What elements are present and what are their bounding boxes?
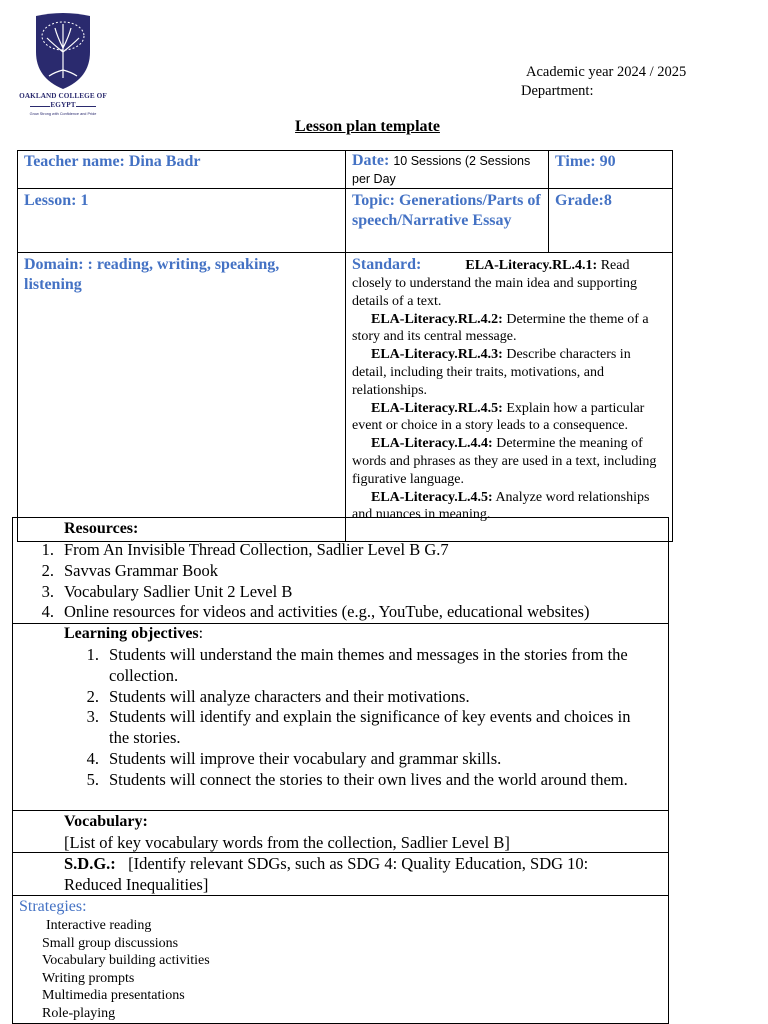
topic-cell: Topic: Generations/Parts of speech/Narrative Essay [352, 192, 541, 229]
standard-item [352, 346, 665, 399]
logo-tagline: Grow Strong with Confidence and Pride [29, 112, 97, 116]
objectives-heading: Learning objectives: [64, 625, 204, 642]
resources-box [12, 517, 669, 624]
list-item: 3. Vocabulary Sadlier Unit 2 Level B [41, 581, 293, 601]
standard-text: Determine the meaning of words and phrases as they are used in a text, including figurative language. [352, 436, 657, 487]
list-item: Role-playing [42, 1005, 116, 1021]
standard-item [352, 255, 665, 311]
standard-label: Standard: [352, 256, 422, 273]
list-item: Vocabulary building activities [42, 953, 210, 969]
standard-code: ELA-Literacy.RL.4.3: [371, 347, 503, 363]
strategies-list [42, 917, 442, 1023]
domain-cell: Domain: : reading, writing, speaking, listening [24, 256, 280, 293]
date-cell [346, 151, 548, 189]
list-item: 1. Students will understand the main themes and messages in the stories from the collection. [86, 645, 628, 685]
list-item: 2. Savvas Grammar Book [41, 560, 218, 580]
strategies-box [12, 895, 669, 1024]
standard-code: ELA-Literacy.RL.4.1: [465, 258, 598, 273]
lesson-cell: Lesson: 1 [24, 192, 89, 209]
objectives-list [86, 645, 649, 791]
logo-name: OAKLAND COLLEGE OF EGYPT [19, 92, 107, 109]
sdg-heading: S.D.G.: [64, 854, 116, 873]
list-item: 4. Online resources for videos and activities (e.g., YouTube, educational websites) [41, 602, 590, 622]
vocabulary-text: [List of key vocabulary words from the collection, Sadlier Level B] [64, 833, 510, 852]
list-item: Small group discussions [42, 935, 179, 951]
logo-rule-left [30, 106, 50, 107]
sdg-content [64, 854, 644, 896]
lesson-info-table [17, 150, 673, 542]
standard-text: Determine the theme of a story and its central message. [352, 311, 649, 345]
list-item: 3. Students will identify and explain the significance of key events and choices in the stories. [86, 707, 631, 748]
standard-code: ELA-Literacy.L.4.4: [371, 436, 493, 452]
standards-cell [346, 254, 673, 524]
list-item: 4. Students will improve their vocabulary and grammar skills. [86, 748, 502, 768]
sdg-box [12, 852, 669, 896]
resources-list [41, 540, 664, 623]
standard-text: Read closely to understand the main idea and supporting details of a text. [352, 258, 637, 309]
grade-cell: Grade:8 [555, 192, 612, 209]
logo-rule-right [76, 106, 96, 107]
standard-text: Explain how a particular event or choice in a story leads to a consequence. [352, 400, 645, 434]
academic-year: Academic year 2024 / 2025 [526, 64, 687, 80]
department-label: Department: [521, 83, 594, 99]
standard-item [352, 435, 665, 488]
sdg-text: [Identify relevant SDGs, such as SDG 4: Quality Education, SDG 10: Reduced Inequalities] [64, 854, 589, 894]
time-cell: Time: 90 [555, 153, 616, 170]
teacher-name: Teacher name: Dina Badr [24, 153, 201, 170]
list-item: Multimedia presentations [42, 988, 185, 1004]
vocabulary-box [12, 810, 669, 853]
date-label: Date: [352, 152, 390, 169]
standard-item [352, 400, 665, 436]
standard-text: Analyze word relationships and nuances in meaning. [352, 489, 650, 523]
standard-code: ELA-Literacy.RL.4.5: [371, 400, 503, 416]
standard-code: ELA-Literacy.L.4.5: [371, 489, 493, 505]
standard-text: Describe characters in detail, including their traits, motivations, and relationships. [352, 347, 631, 398]
page-title: Lesson plan template [295, 118, 440, 135]
standard-code: ELA-Literacy.RL.4.2: [371, 311, 503, 327]
school-logo [8, 6, 118, 122]
shield-tree-icon [33, 12, 93, 90]
list-item: Interactive reading [46, 918, 152, 933]
list-item: 2. Students will analyze characters and their motivations. [86, 686, 470, 706]
list-item: Writing prompts [42, 970, 135, 986]
list-item: 5. Students will connect the stories to their own lives and the world around them. [86, 769, 628, 789]
strategies-heading: Strategies: [19, 898, 87, 915]
list-item: 1. From An Invisible Thread Collection, Sadlier Level B G.7 [41, 540, 449, 559]
standard-item [352, 311, 665, 347]
date-value: 10 Sessions (2 Sessions per Day [352, 154, 531, 186]
vocabulary-heading: Vocabulary: [64, 813, 148, 830]
objectives-box [12, 623, 669, 811]
resources-heading: Resources: [64, 520, 139, 537]
